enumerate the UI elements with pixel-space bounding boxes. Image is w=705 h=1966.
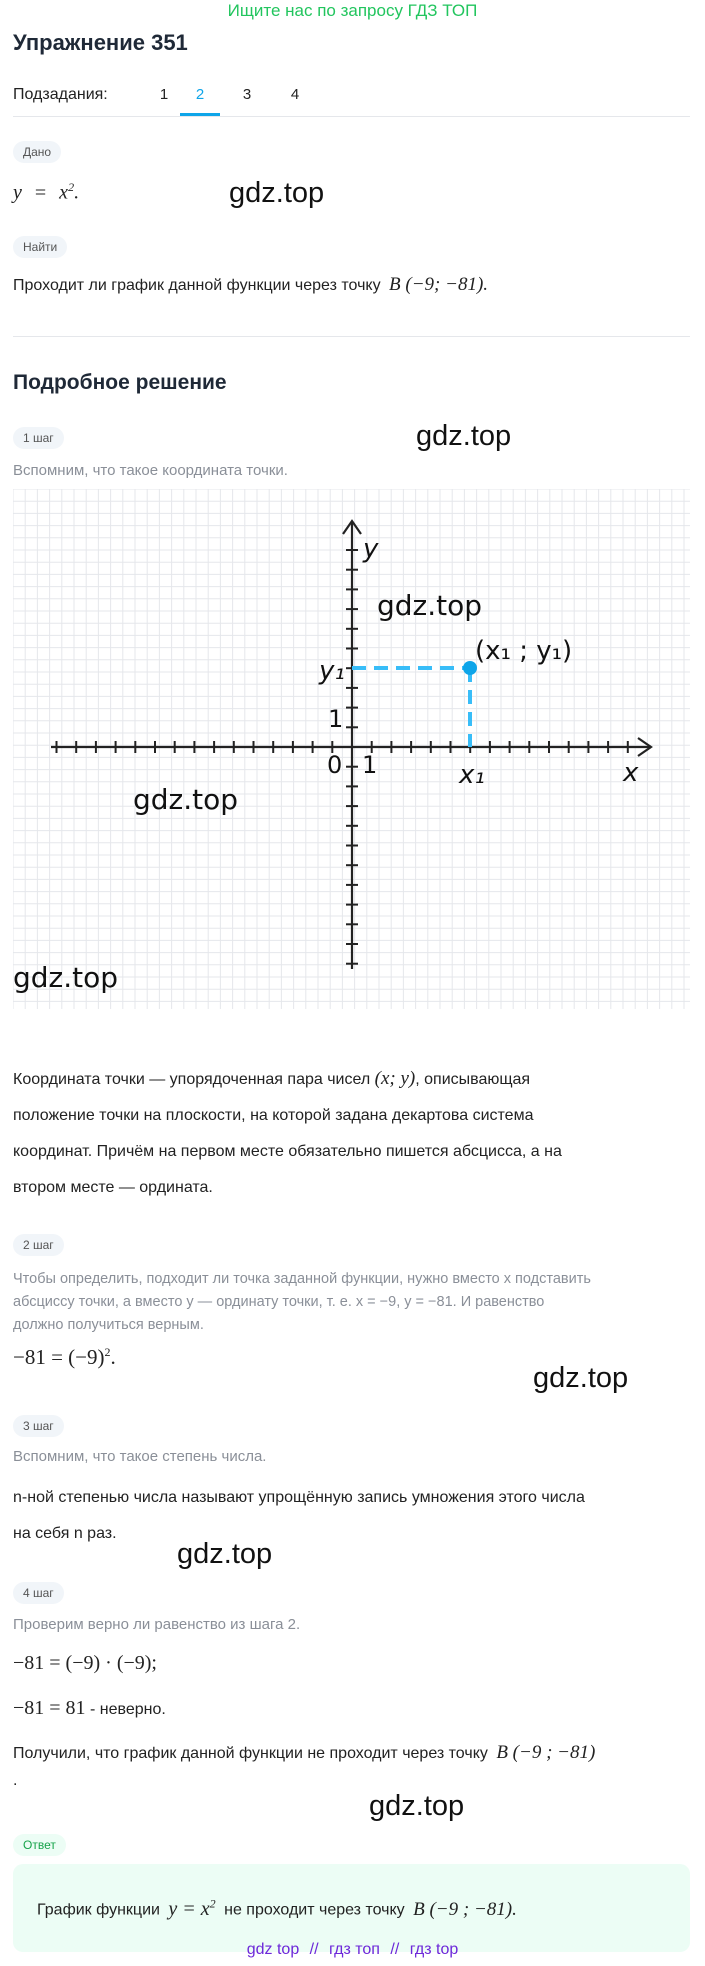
watermark: gdz.top [229,177,325,209]
coordinate-graph [13,489,690,1009]
step-2-formula: $-81 = (-9)^2$. [13,1345,116,1369]
step-4-conclusion-end: . [13,1772,18,1789]
footer-separator: // [309,1941,319,1958]
footer-links [0,1941,705,1959]
tab-4[interactable]: 4 [290,86,300,103]
step-2-pill: 2 шаг [13,1234,64,1256]
footer-link-2[interactable]: гдз топ [329,1941,380,1958]
tab-2[interactable]: 2 [180,86,220,116]
step-1-paragraph: Координата точки — упорядоченная пара чисел (x; y), описывающая положение точки на плоскости, на которой задана декартова система координат. Причём на первом месте обязательно пишется абсцисса, а на втором месте — ордината. [13,1068,562,1196]
watermark: gdz.top [177,1538,273,1570]
given-formula: $y = x^2$. [13,180,80,204]
find-pill: Найти [13,236,67,258]
subtasks-label: Подзадания: [13,86,108,103]
step-4-formula-1: −81 = (−9) · (−9); [13,1652,157,1674]
watermark: gdz.top [377,589,483,622]
footer-link-1[interactable]: gdz top [246,1941,300,1958]
one-y-label: 1 [328,705,344,733]
answer-box [13,1864,690,1952]
x-axis-label: x [623,758,639,788]
origin-label: 0 [327,751,343,779]
watermark: gdz.top [133,783,239,816]
answer-text: График функции $y = x^2$ не проходит через точку B (−9 ; −81). [37,1896,517,1920]
watermark: gdz.top [13,961,119,994]
step-4-conclusion: Получили, что график данной функции не проходит через точку B (−9 ; −81) [13,1742,596,1763]
one-x-label: 1 [362,751,378,779]
divider [13,336,690,337]
footer-link-3[interactable]: гдз top [409,1941,459,1958]
point-label: (x₁ ; y₁) [475,636,573,666]
answer-pill: Ответ [13,1834,66,1856]
solution-title: Подробное решение [13,371,227,394]
subtasks-bar [13,86,690,117]
watermark: gdz.top [416,420,512,452]
promo-banner[interactable]: Ищите нас по запросу ГДЗ ТОП [227,1,478,20]
tab-3[interactable]: 3 [242,86,252,103]
watermark: gdz.top [533,1362,629,1394]
step-4-hint: Проверим верно ли равенство из шага 2. [13,1616,301,1633]
watermark: gdz.top [369,1790,465,1822]
footer-separator: // [390,1941,400,1958]
y-axis-label: y [363,534,379,564]
step-1-hint: Вспомним, что такое координата точки. [13,462,288,479]
step-2-hint: Чтобы определить, подходит ли точка заданной функции, нужно вместо x подставить абсциссу точки, а вместо y — ординату точки, т. е. x = −9, y = −81. И равенство должно получиться верным. [13,1271,591,1333]
step-3-text: n-ной степенью числа называют упрощённую запись умножения этого числа на себя n раз. [13,1489,585,1542]
step-4-pill: 4 шаг [13,1582,64,1604]
y1-label: y₁ [319,656,345,686]
x1-label: x₁ [459,760,485,790]
step-3-pill: 3 шаг [13,1415,64,1437]
tab-1[interactable]: 1 [159,86,169,103]
step-1-pill: 1 шаг [13,427,64,449]
given-pill: Дано [13,141,61,163]
step-4-formula-2: −81 = 81 - неверно. [13,1697,166,1719]
step-3-hint: Вспомним, что такое степень числа. [13,1448,267,1465]
page-title: Упражнение 351 [13,30,188,55]
find-text: Проходит ли график данной функции через точку B (−9; −81). [13,274,489,295]
